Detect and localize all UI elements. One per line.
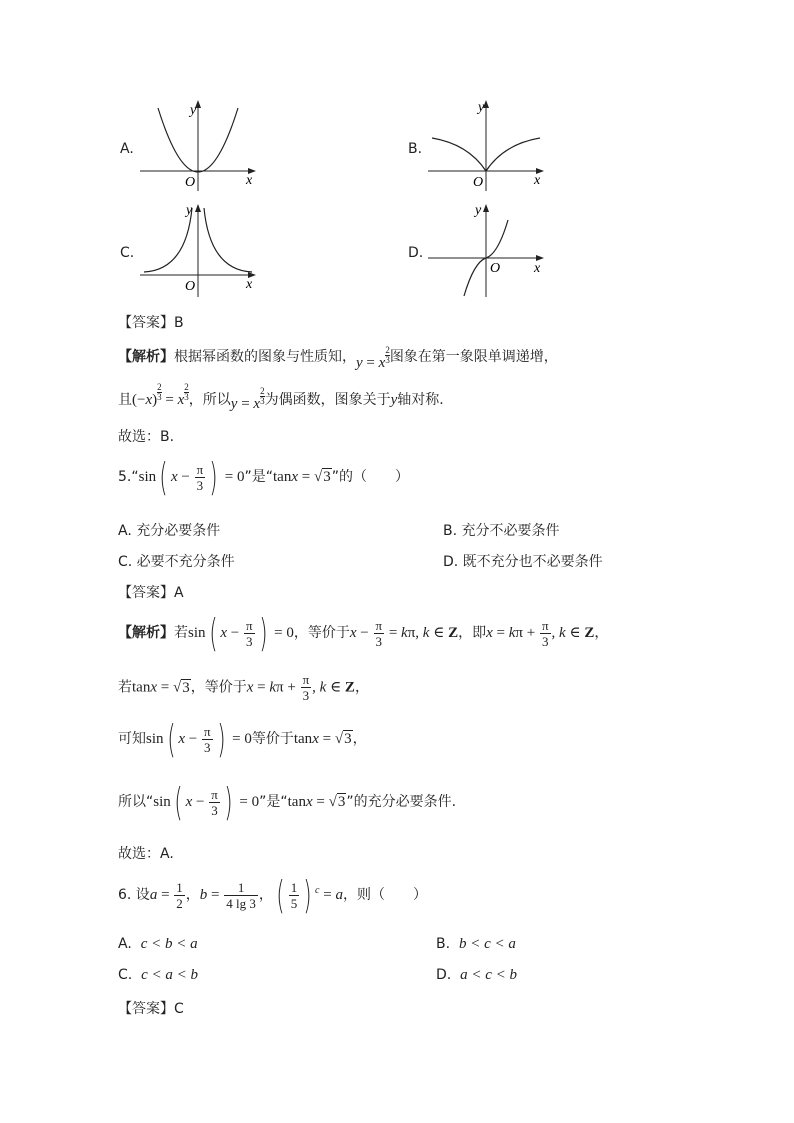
graph-b-origin: O: [473, 175, 484, 190]
graph-c-origin: O: [185, 279, 196, 294]
q4-analysis-1a: 根据幂函数的图象与性质知，: [174, 349, 356, 365]
q6-option-a[interactable]: A. c < b < a: [118, 936, 198, 952]
q4-analysis-2c: 为偶函数，图象关于: [264, 392, 391, 408]
q5-number: 5.: [118, 469, 132, 485]
q4-choose: 故选：B.: [118, 429, 175, 445]
graph-label-a: A.: [120, 141, 134, 157]
graph-d-y-label: y: [475, 203, 482, 218]
q5-choose: 故选：A.: [118, 846, 174, 862]
q6-option-d[interactable]: D. a < c < b: [436, 967, 518, 983]
graph-b-y-label: y: [478, 100, 485, 115]
q5-stem: 5.“sin( x − $\frac{\pi}{3}$ ) = 0”是“tanx = √3”的（ ）: [118, 455, 409, 499]
q5-analysis-line2: 若tanx = √3，等价于x = kπ + $\frac{\pi}{3}$ , k ∈ Z，: [118, 672, 369, 703]
q5-analysis-line3: 可知sin( x − $\frac{\pi}{3}$ ) = 0等价于tanx = √3，: [118, 717, 367, 761]
q4-analysis-1b: 图象在第一象限单调递增，: [389, 349, 558, 365]
graph-b: [428, 96, 548, 191]
graph-d-origin: O: [490, 261, 501, 276]
q4-analysis-2b: ，所以: [188, 392, 231, 408]
q5-analysis-line1: 【解析】若sin( x − $\frac{\pi}{3}$ ) = 0，等价于x − $\frac{\pi}{3}$ = kπ, k ∈ Z，即x = kπ + $\frac{\pi}{3}$ , k ∈ Z，: [118, 611, 609, 655]
q6-option-b[interactable]: B. b < c < a: [436, 936, 516, 952]
q4-analysis-line2: 且(−x) $\frac{2}{3}$ = x $\frac{2}{3}$ ，所以y = x $\frac{2}{3}$ 为偶函数，图象关于y轴对称.: [118, 382, 444, 412]
q4-analysis-line1: 【解析】根据幂函数的图象与性质知，y = x $\frac{2}{3}$ 图象在第一象限单调递增，: [118, 345, 558, 371]
q5-option-a[interactable]: A. 充分必要条件: [118, 523, 221, 539]
q5-analysis-line4: 所以“sin( x − $\frac{\pi}{3}$ ) = 0”是“tanx = √3”的充分必要条件.: [118, 780, 457, 824]
q5-option-b[interactable]: B. 充分不必要条件: [443, 523, 560, 539]
q6-answer: 【答案】C: [118, 1001, 184, 1017]
graph-b-x-label: x: [534, 173, 541, 188]
q5-option-d[interactable]: D. 既不充分也不必要条件: [443, 554, 603, 570]
q4-analysis-2d: 轴对称.: [397, 392, 444, 408]
q6-option-c[interactable]: C. c < a < b: [118, 967, 199, 983]
graph-a: [140, 96, 260, 191]
q5-option-c[interactable]: C. 必要不充分条件: [118, 554, 235, 570]
graph-a-x-label: x: [246, 173, 253, 188]
graph-c-y-label: y: [186, 203, 193, 218]
graph-d-x-label: x: [534, 261, 541, 276]
q4-analysis-tag: 【解析】: [118, 349, 174, 365]
graph-a-origin: O: [185, 175, 196, 190]
q4-analysis-2a: 且: [118, 392, 132, 408]
q6-stem: 6. 设a = $\frac{1}{2}$ ，b = $\frac{1}{4 \lg 3}$ ，( $\frac{1}{5}$ ) $^c$ = a，则（ ）: [118, 873, 427, 917]
q5-answer: 【答案】A: [118, 585, 184, 601]
graph-d: [428, 200, 548, 297]
graph-c: [140, 200, 260, 297]
graph-label-d: D.: [408, 245, 424, 261]
graph-label-b: B.: [408, 141, 423, 157]
graph-label-c: C.: [120, 245, 135, 261]
q4-answer: 【答案】B: [118, 315, 184, 331]
graph-a-y-label: y: [190, 103, 197, 118]
graph-c-x-label: x: [246, 277, 253, 292]
